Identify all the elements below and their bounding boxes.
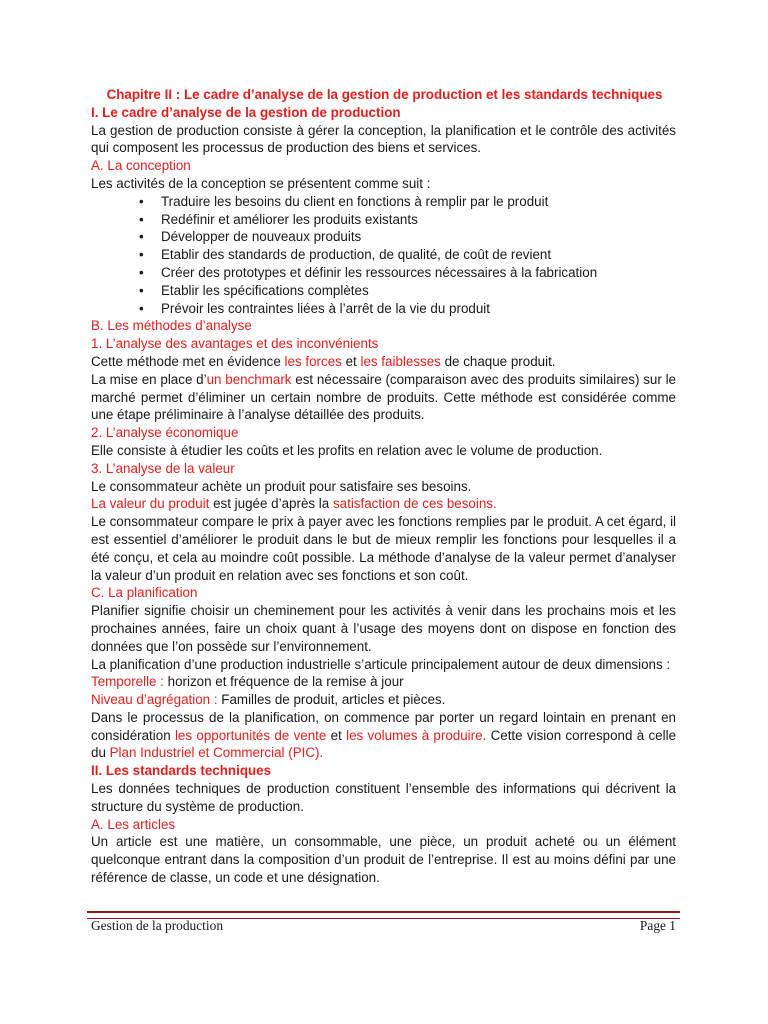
page-number: Page 1 xyxy=(639,918,676,933)
highlight-text: les forces xyxy=(284,353,342,369)
list-item: • Etablir les spécifications complètes xyxy=(161,282,676,300)
paragraph: Elle consiste à étudier les coûts et les profits en relation avec le volume de production. xyxy=(91,442,603,458)
section-heading: II. Les standards techniques xyxy=(91,763,272,779)
footer-title: Gestion de la production xyxy=(91,918,224,933)
highlight-text: Temporelle : xyxy=(91,674,164,690)
list-item: • Etablir des standards de production, de qualité, de coût de revient xyxy=(161,246,676,264)
paragraph: La mise en place d’un benchmark est nécessaire (comparaison avec des produits similaires) sur le marché permet d’éliminer un certain nombre de produits. Cette méthode est considérée comme une étape préliminaire à l’analyse détaillée des produits. xyxy=(91,371,676,423)
subsection-heading: B. Les méthodes d’analyse xyxy=(91,318,252,334)
paragraph: La planification d’une production industrielle s’articule principalement autour de deux dimensions : xyxy=(91,656,671,672)
subsection-heading: 1. L’analyse des avantages et des inconvénients xyxy=(91,336,379,352)
list-item: • Redéfinir et améliorer les produits existants xyxy=(161,211,676,229)
list-item: • Traduire les besoins du client en fonctions à remplir par le produit xyxy=(161,193,676,211)
page-footer xyxy=(91,918,676,934)
paragraph: Un article est une matière, un consommable, une pièce, un produit acheté ou un élément quelconque entrant dans la composition d’un produit de l’entreprise. Il est au moins défini par une référence de classe, un code et une désignation. xyxy=(91,834,676,886)
subsection-heading: 2. L’analyse économique xyxy=(91,425,239,441)
highlight-text: Plan Industriel et Commercial (PIC). xyxy=(109,745,324,761)
chapter-title: Chapitre II : Le cadre d’analyse de la gestion de production et les standards techniques xyxy=(106,87,663,102)
bullet-list xyxy=(91,193,676,318)
paragraph: La gestion de production consiste à gérer la conception, la planification et le contrôle des activités qui composent les processus de production des biens et services. xyxy=(91,122,676,156)
highlight-text: satisfaction de ces besoins. xyxy=(332,496,497,512)
paragraph: Cette méthode met en évidence les forces et les faiblesses de chaque produit. xyxy=(91,353,556,369)
paragraph: Les activités de la conception se présentent comme suit : xyxy=(91,175,431,191)
highlight-text: les opportunités de vente xyxy=(174,727,327,743)
paragraph: Planifier signifie choisir un cheminement pour les activités à venir dans les prochains mois et les prochaines années, faire un choix quant à l’usage des moyens dont on dispose en fonction des données que l’on possède sur l’environnement. xyxy=(91,603,676,654)
document-page xyxy=(91,86,676,887)
highlight-text: un benchmark xyxy=(206,371,292,387)
paragraph: La valeur du produit est jugée d’après la satisfaction de ces besoins. xyxy=(91,496,497,512)
list-item: • Développer de nouveaux produits xyxy=(161,228,676,246)
paragraph: Dans le processus de la planification, on commence par porter un regard lointain en prenant en considération les opportunités de vente et les volumes à produire. Cette vision correspond à celle du Plan Industriel et Commercial (PIC). xyxy=(91,709,677,761)
section-heading: I. Le cadre d’analyse de la gestion de production xyxy=(91,104,401,120)
paragraph: Le consommateur compare le prix à payer avec les fonctions remplies par le produit. A cet égard, il est essentiel d’améliorer le produit dans le but de mieux remplir les fonctions pour lesquelles il a été conçu, et cela au moindre coût possible. La méthode d’analyse de la valeur permet d’analyser la valeur d’un produit en relation avec ses fonctions et son coût. xyxy=(91,514,677,583)
subsection-heading: 3. L’analyse de la valeur xyxy=(91,460,235,476)
list-item: • Prévoir les contraintes liées à l’arrêt de la vie du produit xyxy=(161,300,676,318)
highlight-text: les volumes à produire. xyxy=(346,727,487,743)
paragraph: Les données techniques de production constituent l’ensemble des informations qui décrivent la structure du système de production. xyxy=(91,781,676,814)
highlight-text: les faiblesses xyxy=(360,353,441,369)
list-item: • Créer des prototypes et définir les ressources nécessaires à la fabrication xyxy=(161,264,676,282)
highlight-text: Niveau d’agrégation : xyxy=(91,692,218,708)
subsection-heading: C. La planification xyxy=(91,585,198,601)
subsection-heading: A. La conception xyxy=(91,158,191,174)
highlight-text: La valeur du produit xyxy=(91,496,210,512)
paragraph: Niveau d’agrégation : Familles de produit, articles et pièces. xyxy=(91,692,446,708)
paragraph: Le consommateur achète un produit pour satisfaire ses besoins. xyxy=(91,478,472,494)
paragraph: Temporelle : horizon et fréquence de la remise à jour xyxy=(91,674,404,690)
subsection-heading: A. Les articles xyxy=(91,816,176,832)
